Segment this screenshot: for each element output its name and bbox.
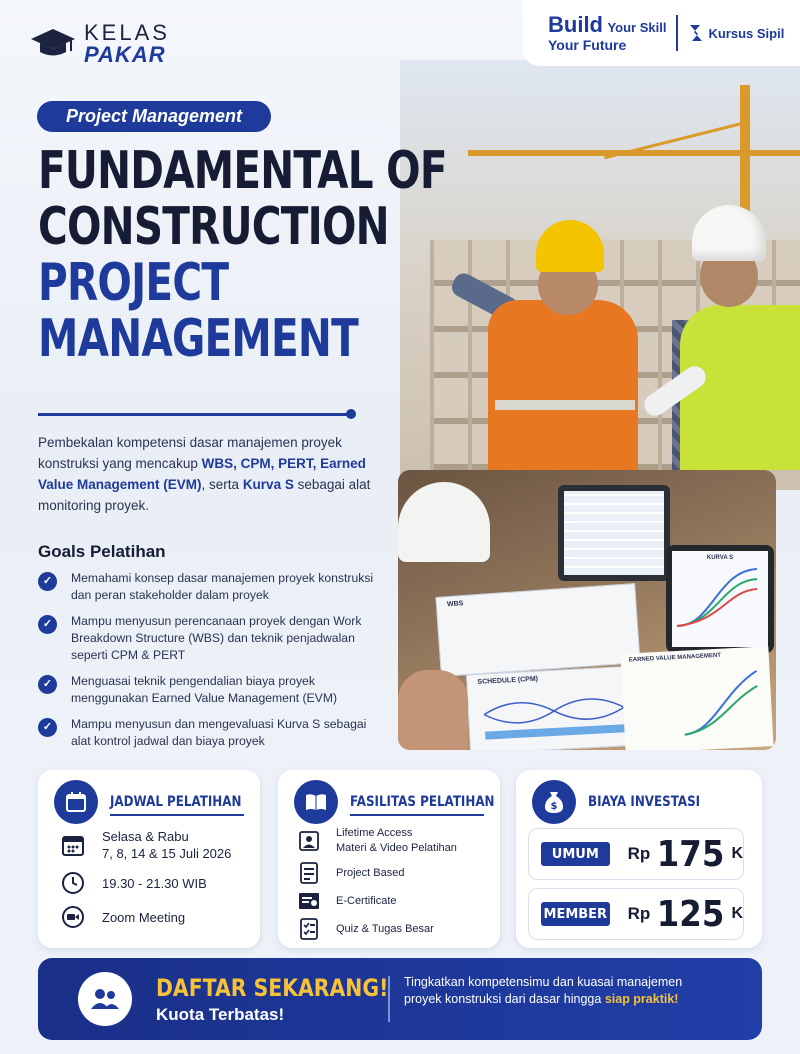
schedule-date-row (60, 828, 231, 862)
kursus-sipil-logo[interactable] (688, 23, 784, 43)
goal-text: Mampu menyusun perencanaan proyek dengan Work Breakdown Structure (WBS) dan teknik penjadwalan seperti CPM & PERT (71, 614, 362, 662)
goals-heading: Goals Pelatihan (38, 542, 166, 561)
schedule-sheet (466, 666, 640, 750)
facilities-card (278, 770, 500, 948)
check-icon: ✓ (38, 615, 57, 634)
partner-banner (522, 0, 800, 66)
money-bag-icon (532, 780, 576, 824)
facility-item (298, 890, 397, 912)
desk-hardhat (398, 482, 490, 562)
register-cta-banner[interactable] (38, 958, 762, 1040)
title-line-2: CONSTRUCTION (38, 197, 389, 257)
cta-divider (388, 976, 390, 1022)
price-amount: 175 (657, 833, 725, 875)
pricing-title: BIAYA INVESTASI (588, 794, 701, 810)
schedule-platform-row (60, 904, 185, 930)
document-icon (298, 862, 320, 884)
book-icon (294, 780, 338, 824)
desc-part-2: , serta (201, 477, 243, 492)
category-pill: Project Management (37, 101, 271, 132)
goal-text: Mampu menyusun dan mengevaluasi Kurva S sebagai alat kontrol jadwal dan biaya proyek (71, 717, 367, 748)
hand (398, 670, 468, 750)
goal-item (38, 570, 378, 604)
your-skill-text: Your Skill (607, 19, 667, 35)
evm-label: EARNED VALUE MANAGEMENT (628, 652, 722, 664)
goal-text: Memahami konsep dasar manajemen proyek konstruksi dan peran stakeholder dalam proyek (71, 571, 374, 602)
pricing-card (516, 770, 762, 948)
schedule-title: JADWAL PELATIHAN (110, 794, 242, 810)
facility-text: Project Based (336, 866, 405, 879)
schedule-dates: 7, 8, 14 & 15 Juli 2026 (102, 846, 232, 861)
svg-text:$: $ (550, 801, 558, 812)
divider (676, 15, 678, 51)
underline-dot (346, 409, 356, 419)
access-icon (298, 830, 320, 852)
s-curve-chart (672, 561, 762, 631)
evm-notebook (620, 646, 773, 750)
checklist-icon (298, 918, 320, 940)
schedule-card (38, 770, 260, 948)
title-line-3: PROJECT (38, 253, 229, 313)
facility-item (298, 826, 457, 856)
calendar-icon (60, 832, 86, 858)
price-suffix: K (731, 845, 743, 862)
facility-text: Materi & Video Pelatihan (336, 842, 457, 854)
calendar-icon (54, 780, 98, 824)
video-icon (60, 904, 86, 930)
brand-name-bottom: PAKAR (84, 42, 166, 67)
brand-name-top: KELAS (84, 20, 170, 45)
gantt-screen (564, 491, 664, 575)
goals-list (38, 570, 378, 759)
kursus-sipil-text: Kursus Sipil (708, 25, 785, 41)
price-currency: Rp (627, 844, 651, 863)
wbs-sheet (435, 583, 640, 677)
laptop (558, 485, 670, 581)
worker-vest-orange (488, 300, 638, 470)
facility-text: E-Certificate (336, 894, 397, 907)
cta-headline[interactable]: DAFTAR SEKARANG! (156, 974, 389, 1002)
clock-icon (60, 870, 86, 896)
desc-bold-2: Kurva S (242, 477, 294, 492)
tablet-screen (672, 551, 768, 647)
facility-item (298, 918, 434, 940)
evm-chart (621, 661, 765, 748)
goal-item (38, 673, 378, 707)
cta-subheadline: Kuota Terbatas! (156, 1005, 285, 1024)
schedule-time-row (60, 870, 207, 896)
goal-item (38, 716, 378, 750)
tablet (666, 545, 774, 653)
description (38, 432, 378, 516)
check-icon: ✓ (38, 572, 57, 591)
build-text: Build (548, 11, 603, 37)
price-tier-label: UMUM (541, 842, 610, 866)
users-icon (78, 972, 132, 1026)
graduation-cap-icon (30, 27, 76, 61)
desc-bold-1: WBS, CPM, PERT, Earned Value Management (EVM) (38, 456, 366, 492)
desc-part-3: sebagai alat monitoring proyek. (38, 477, 371, 513)
schedule-label: SCHEDULE (CPM) (477, 675, 539, 686)
title-underline (38, 413, 350, 416)
schedule-days: Selasa & Rabu (102, 829, 189, 844)
price-suffix: K (731, 905, 743, 922)
facility-item (298, 862, 404, 884)
certificate-icon (298, 890, 320, 912)
kurva-label: KURVA S (706, 555, 734, 561)
price-umum (528, 828, 744, 880)
check-icon: ✓ (38, 718, 57, 737)
check-icon: ✓ (38, 675, 57, 694)
price-tier-label: MEMBER (541, 902, 610, 926)
kursus-sipil-icon (688, 23, 704, 43)
facility-text: Quiz & Tugas Besar (336, 922, 434, 935)
price-currency: Rp (627, 904, 651, 923)
title-underline (350, 814, 484, 816)
goal-text: Menguasai teknik pengendalian biaya proyek menggunakan Earned Value Management (EVM) (71, 674, 338, 705)
price-member (528, 888, 744, 940)
title-underline (110, 814, 244, 816)
title-line-4: MANAGEMENT (38, 309, 358, 369)
cta-text-bold: siap praktik! (604, 992, 679, 1006)
cta-text (404, 974, 694, 1008)
reflective-stripe (495, 400, 635, 410)
desc-part-1: Pembekalan kompetensi dasar manajemen proyek konstruksi yang mencakup (38, 435, 342, 471)
facility-text: Lifetime Access (336, 827, 413, 839)
wbs-label: WBS (446, 600, 464, 609)
facilities-title: FASILITAS PELATIHAN (350, 794, 495, 810)
cpm-diagram (478, 682, 631, 745)
desk-photo (398, 470, 776, 750)
title-line-1: FUNDAMENTAL OF (38, 141, 447, 201)
kelas-pakar-logo[interactable] (30, 22, 170, 66)
price-amount: 125 (657, 893, 725, 935)
schedule-time: 19.30 - 21.30 WIB (102, 875, 207, 891)
schedule-platform: Zoom Meeting (102, 909, 186, 925)
goal-item (38, 613, 378, 664)
page-title (38, 143, 447, 367)
cta-text-body: Tingkatkan kompetensimu dan kuasai manajemen proyek konstruksi dari dasar hingga (404, 975, 683, 1006)
your-future-text: Your Future (548, 36, 627, 53)
